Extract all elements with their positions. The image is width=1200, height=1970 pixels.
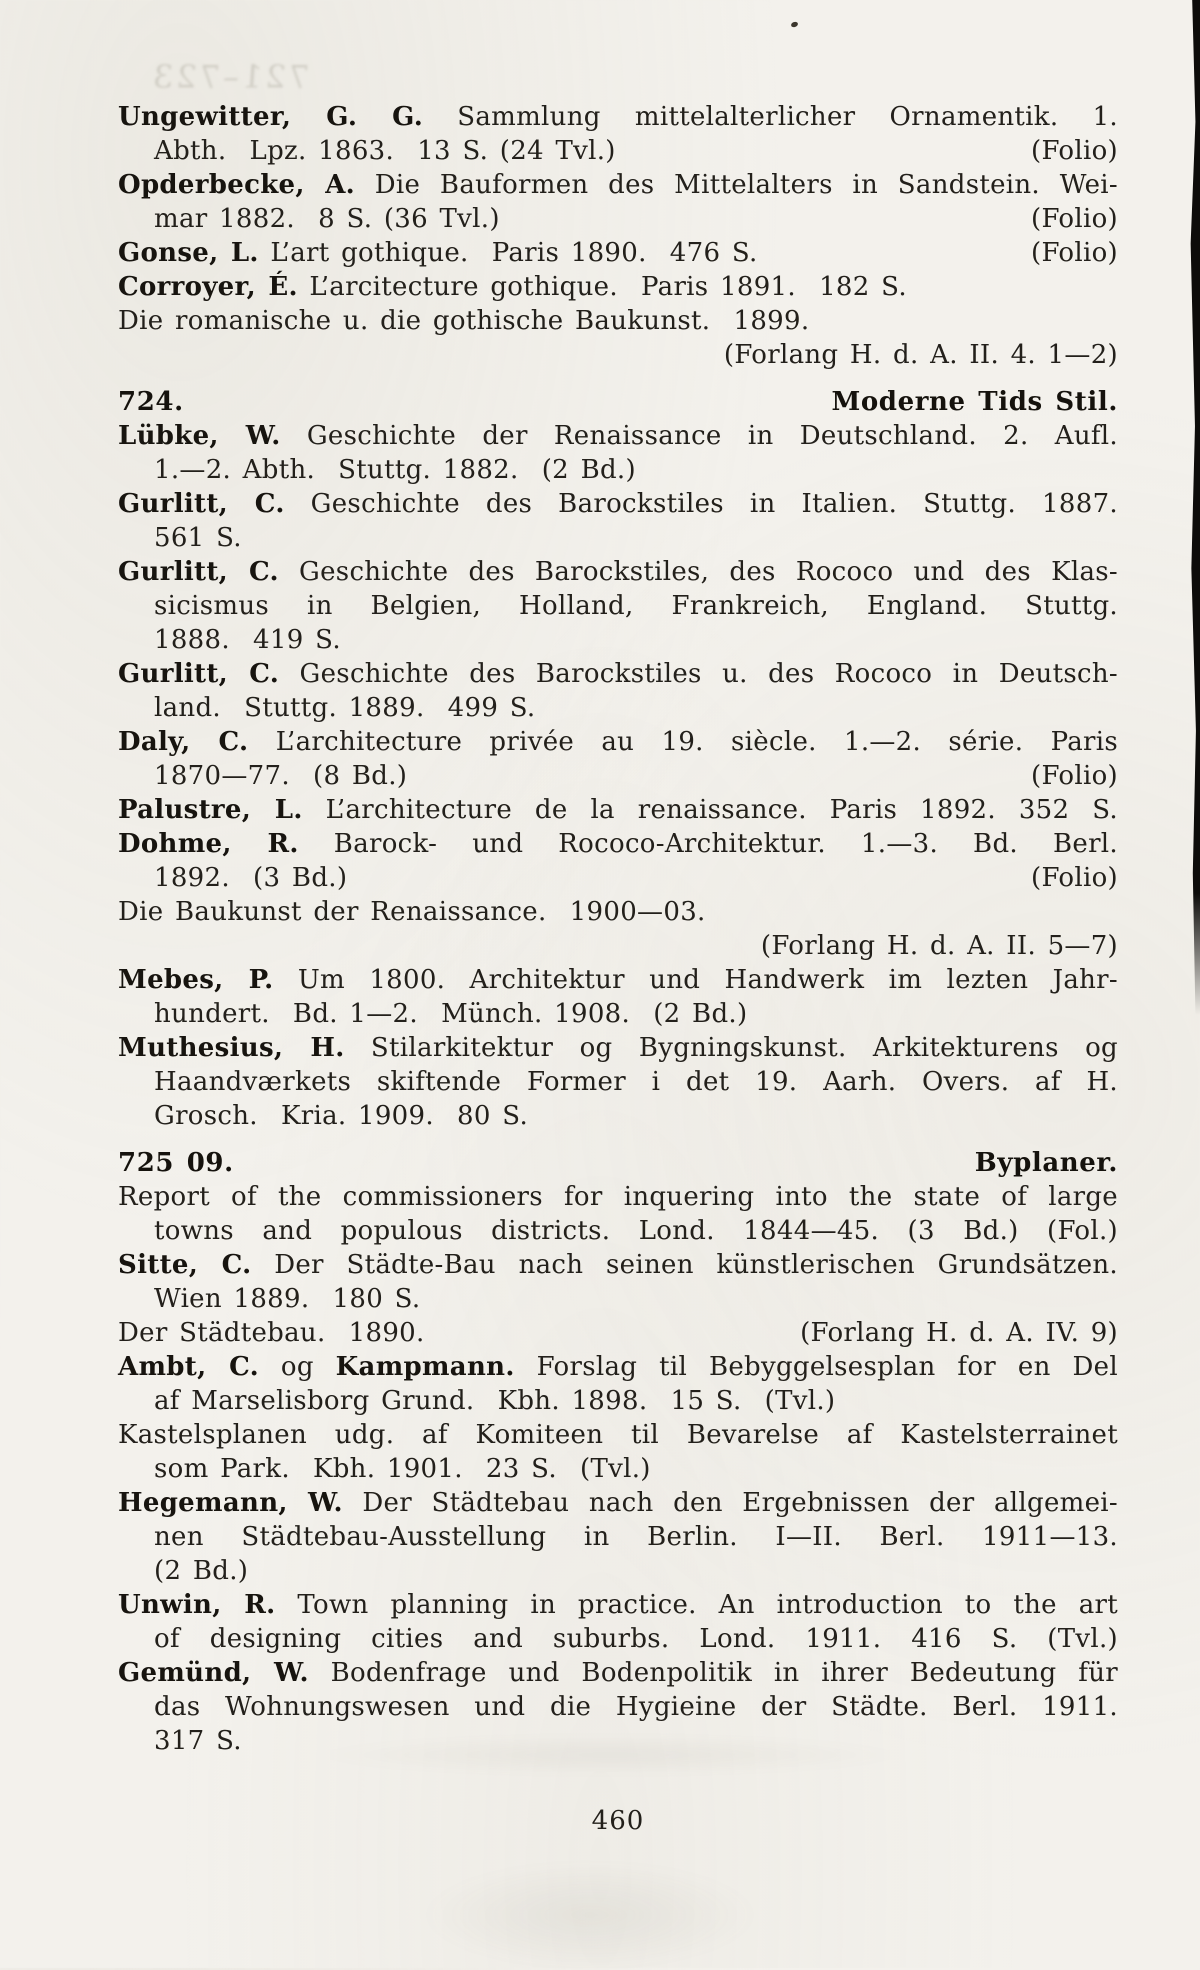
catalog-entry-line — [118, 1214, 1118, 1248]
catalog-entry-line — [118, 827, 1118, 861]
catalog-entry-line — [118, 419, 1118, 453]
author-name: Hegemann, W. — [118, 1488, 343, 1518]
catalog-entry-line — [118, 1282, 1118, 1316]
catalog-entry-line — [118, 304, 1118, 338]
author-name: Lübke, W. — [118, 421, 281, 451]
entry-text: sicismus in Belgien, Holland, Frankreich, England. Stuttg. — [154, 591, 1118, 621]
author-name: Gonse, L. — [118, 238, 259, 268]
section-number: 724. — [118, 387, 184, 417]
entry-text: Kastelsplanen udg. af Komiteen til Bevarelse af Kastelsterrainet — [118, 1420, 1118, 1450]
catalog-entry-line — [118, 1099, 1118, 1133]
entry-text: 561 S. — [154, 523, 242, 553]
format-label: (Folio) — [1031, 204, 1118, 234]
entry-text: Die Bauformen des Mittelalters in Sandstein. Wei- — [355, 170, 1119, 200]
entry-text: Die romanische u. die gothische Baukunst. 1899. — [118, 306, 810, 336]
author-name: Palustre, L. — [118, 795, 303, 825]
entry-text: og — [258, 1352, 336, 1382]
catalog-entry-line — [118, 1031, 1118, 1065]
catalog-entry-line — [118, 623, 1118, 657]
entry-text: af Marselisborg Grund. Kbh. 1898. 15 S. (Tvl.) — [154, 1386, 836, 1416]
author-name: Daly, C. — [118, 727, 249, 757]
entry-text: (Forlang H. d. A. II. 5—7) — [760, 931, 1118, 961]
catalog-entry-line — [118, 453, 1118, 487]
catalog-entry-line — [118, 487, 1118, 521]
section-heading — [118, 385, 1118, 419]
author-name: Sitte, C. — [118, 1250, 252, 1280]
catalog-entry-line — [118, 861, 1118, 895]
entry-text: land. Stuttg. 1889. 499 S. — [154, 693, 536, 723]
format-label: (Folio) — [1031, 238, 1118, 268]
entry-text: Um 1800. Architektur und Handwerk im lezten Jahr- — [273, 965, 1118, 995]
page-number: 460 — [591, 1806, 645, 1836]
catalog-entry-line — [118, 1350, 1118, 1384]
author-name: Gurlitt, C. — [118, 659, 280, 689]
format-label: (Folio) — [1031, 863, 1118, 893]
author-name: Ambt, C. — [118, 1352, 259, 1382]
entry-text: Der Städte-Bau nach seinen künstlerischen Grundsätzen. — [251, 1250, 1118, 1280]
catalog-text-block — [118, 100, 1118, 1838]
catalog-entry-line — [118, 1724, 1118, 1758]
author-name: Ungewitter, G. G. — [118, 102, 424, 132]
catalog-entry-line — [118, 1180, 1118, 1214]
author-name: Unwin, R. — [118, 1590, 276, 1620]
entry-text: 1888. 419 S. — [154, 625, 341, 655]
entry-text: Grosch. Kria. 1909. 80 S. — [154, 1101, 529, 1131]
section-title: Moderne Tids Stil. — [831, 387, 1118, 417]
catalog-entry-line — [118, 1248, 1118, 1282]
entry-text: Abth. Lpz. 1863. 13 S. (24 Tvl.) — [154, 136, 616, 166]
catalog-entry-line — [118, 1384, 1118, 1418]
entry-text: Geschichte des Barockstiles u. des Rococo in Deutsch- — [279, 659, 1118, 689]
catalog-entry-line — [118, 202, 1118, 236]
entry-text: 1.—2. Abth. Stuttg. 1882. (2 Bd.) — [154, 455, 636, 485]
entry-text: mar 1882. 8 S. (36 Tvl.) — [154, 204, 500, 234]
entry-text: Sammlung mittelalterlicher Ornamentik. 1. — [423, 102, 1118, 132]
format-label: (Forlang H. d. A. IV. 9) — [800, 1318, 1118, 1348]
catalog-entry-line — [118, 963, 1118, 997]
catalog-entry-line — [118, 338, 1118, 372]
catalog-entry-line — [118, 1452, 1118, 1486]
catalog-entry-line — [118, 929, 1118, 963]
entries — [118, 100, 1118, 1758]
catalog-entry-line — [118, 691, 1118, 725]
catalog-entry-line — [118, 134, 1118, 168]
entry-text: Bodenfrage und Bodenpolitik in ihrer Bedeutung für — [308, 1658, 1118, 1688]
catalog-entry-line — [118, 793, 1118, 827]
entry-text: 1870—77. (8 Bd.) — [154, 761, 408, 791]
entry-text: Die Baukunst der Renaissance. 1900—03. — [118, 897, 706, 927]
catalog-entry-line — [118, 759, 1118, 793]
catalog-entry-line — [118, 100, 1118, 134]
entry-text: Der Städtebau. 1890. — [118, 1318, 425, 1348]
catalog-entry-line — [118, 895, 1118, 929]
catalog-entry-line — [118, 997, 1118, 1031]
section-heading — [118, 1146, 1118, 1180]
catalog-entry-line — [118, 236, 1118, 270]
entry-text: das Wohnungswesen und die Hygieine der Städte. Berl. 1911. — [154, 1692, 1118, 1722]
catalog-entry-line — [118, 1520, 1118, 1554]
author-name: Gurlitt, C. — [118, 557, 279, 587]
ink-speck — [790, 21, 798, 28]
author-name: Gemünd, W. — [118, 1658, 309, 1688]
format-label: (Folio) — [1031, 136, 1118, 166]
entry-text: nen Städtebau-Ausstellung in Berlin. I—II. Berl. 1911—13. — [154, 1522, 1118, 1552]
catalog-entry-line — [118, 1316, 1118, 1350]
entry-text: of designing cities and suburbs. Lond. 1911. 416 S. (Tvl.) — [154, 1624, 1118, 1654]
entry-text: 1892. (3 Bd.) — [154, 863, 348, 893]
author-name: Muthesius, H. — [118, 1033, 345, 1063]
catalog-entry-line — [118, 168, 1118, 202]
entry-text: (2 Bd.) — [154, 1556, 249, 1586]
catalog-entry-line — [118, 1690, 1118, 1724]
catalog-entry-line — [118, 1486, 1118, 1520]
entry-text: Geschichte der Renaissance in Deutschland. 2. Aufl. — [280, 421, 1118, 451]
author-name: Kampmann. — [335, 1352, 515, 1382]
smudge — [420, 1860, 760, 1970]
entry-text: (Forlang H. d. A. II. 4. 1—2) — [723, 340, 1118, 370]
entry-text: Wien 1889. 180 S. — [154, 1284, 421, 1314]
bleed-through-text: 721–723 — [148, 58, 311, 96]
entry-text: Barock- und Rococo-Architektur. 1.—3. Bd. Berl. — [298, 829, 1118, 859]
section-number: 725 09. — [118, 1148, 234, 1178]
entry-text: Der Städtebau nach den Ergebnissen der allgemei- — [342, 1488, 1118, 1518]
scan-edge-artifact — [1188, 0, 1200, 1015]
format-label: (Folio) — [1031, 761, 1118, 791]
section-title: Byplaner. — [974, 1148, 1118, 1178]
catalog-entry-line — [118, 1656, 1118, 1690]
catalog-entry-line — [118, 555, 1118, 589]
entry-text: Geschichte des Barockstiles, des Rococo und des Klas- — [278, 557, 1118, 587]
entry-text: Town planning in practice. An introduction to the art — [275, 1590, 1118, 1620]
entry-text: Haandværkets skiftende Former i det 19. Aarh. Overs. af H. — [154, 1067, 1118, 1097]
entry-text: L’arcitecture gothique. Paris 1891. 182 S. — [297, 272, 907, 302]
entry-text: 317 S. — [154, 1726, 242, 1756]
author-name: Opderbecke, A. — [118, 170, 356, 200]
entry-text: L’architecture de la renaissance. Paris 1892. 352 S. — [302, 795, 1118, 825]
entry-text: Geschichte des Barockstiles in Italien. Stuttg. 1887. — [284, 489, 1118, 519]
catalog-entry-line — [118, 1622, 1118, 1656]
author-name: Mebes, P. — [118, 965, 274, 995]
catalog-entry-line — [118, 1418, 1118, 1452]
catalog-entry-line — [118, 1065, 1118, 1099]
author-name: Gurlitt, C. — [118, 489, 285, 519]
entry-text: Stilarkitektur og Bygningskunst. Arkitekturens og — [344, 1033, 1118, 1063]
catalog-entry-line — [118, 589, 1118, 623]
entry-text: towns and populous districts. Lond. 1844—45. (3 Bd.) (Fol.) — [154, 1216, 1118, 1246]
entry-text: Forslag til Bebyggelsesplan for en Del — [514, 1352, 1118, 1382]
author-name: Corroyer, É. — [118, 272, 298, 302]
catalog-entry-line — [118, 270, 1118, 304]
author-name: Dohme, R. — [118, 829, 299, 859]
catalog-entry-line — [118, 521, 1118, 555]
entry-text: L’architecture privée au 19. siècle. 1.—2. série. Paris — [248, 727, 1118, 757]
entry-text: hundert. Bd. 1—2. Münch. 1908. (2 Bd.) — [154, 999, 748, 1029]
entry-text: Report of the commissioners for inquering into the state of large — [118, 1182, 1118, 1212]
catalog-entry-line — [118, 657, 1118, 691]
catalog-entry-line — [118, 725, 1118, 759]
entry-text: som Park. Kbh. 1901. 23 S. (Tvl.) — [154, 1454, 651, 1484]
catalog-entry-line — [118, 1554, 1118, 1588]
entry-text: L’art gothique. Paris 1890. 476 S. — [258, 238, 758, 268]
catalog-entry-line — [118, 1588, 1118, 1622]
